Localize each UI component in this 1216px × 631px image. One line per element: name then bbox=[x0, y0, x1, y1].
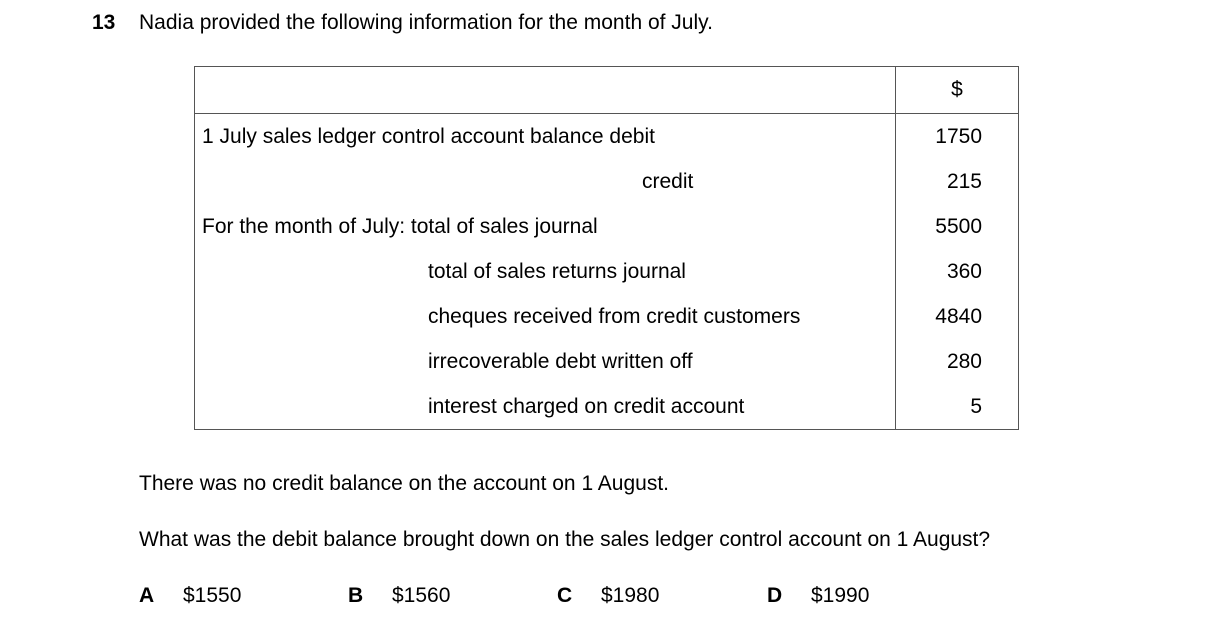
row-label: cheques received from credit customers bbox=[428, 304, 801, 328]
option-letter: C bbox=[557, 584, 573, 607]
table-row bbox=[195, 114, 1019, 160]
statement-text: There was no credit balance on the account on 1 August. bbox=[139, 472, 670, 495]
option-value: $1560 bbox=[392, 584, 451, 607]
row-label: irrecoverable debt written off bbox=[428, 349, 693, 373]
option-b[interactable] bbox=[348, 584, 450, 608]
option-value: $1550 bbox=[183, 584, 242, 607]
table-header-row bbox=[195, 67, 1019, 114]
row-amount: 5500 bbox=[935, 214, 982, 238]
currency-header: $ bbox=[896, 67, 1019, 114]
table-row bbox=[195, 339, 1019, 384]
row-label: total of sales returns journal bbox=[428, 259, 686, 283]
table-row bbox=[195, 384, 1019, 430]
row-label: For the month of July: total of sales journal bbox=[202, 214, 598, 238]
question-number: 13 bbox=[92, 11, 116, 34]
option-letter: D bbox=[767, 584, 783, 607]
option-letter: B bbox=[348, 584, 364, 607]
question-prompt: What was the debit balance brought down on the sales ledger control account on 1 August? bbox=[139, 528, 991, 551]
row-amount: 1750 bbox=[935, 124, 982, 148]
option-letter: A bbox=[139, 584, 155, 607]
row-amount: 215 bbox=[946, 169, 982, 193]
option-a[interactable] bbox=[139, 584, 241, 608]
table-row bbox=[195, 159, 1019, 204]
row-label: credit bbox=[642, 169, 694, 193]
table-row bbox=[195, 249, 1019, 294]
row-amount: 5 bbox=[970, 394, 982, 418]
information-table bbox=[194, 66, 1019, 430]
row-amount: 4840 bbox=[935, 304, 982, 328]
option-value: $1990 bbox=[811, 584, 870, 607]
option-d[interactable] bbox=[767, 584, 869, 608]
table-row bbox=[195, 294, 1019, 339]
option-value: $1980 bbox=[601, 584, 660, 607]
row-amount: 360 bbox=[946, 259, 982, 283]
row-label: interest charged on credit account bbox=[428, 394, 745, 418]
header-description-cell bbox=[195, 67, 896, 114]
option-c[interactable] bbox=[557, 584, 659, 608]
row-label: 1 July sales ledger control account balance debit bbox=[202, 124, 655, 148]
answer-options bbox=[0, 584, 1216, 614]
table-row bbox=[195, 204, 1019, 249]
question-intro: Nadia provided the following information for the month of July. bbox=[139, 11, 713, 34]
row-amount: 280 bbox=[946, 349, 982, 373]
